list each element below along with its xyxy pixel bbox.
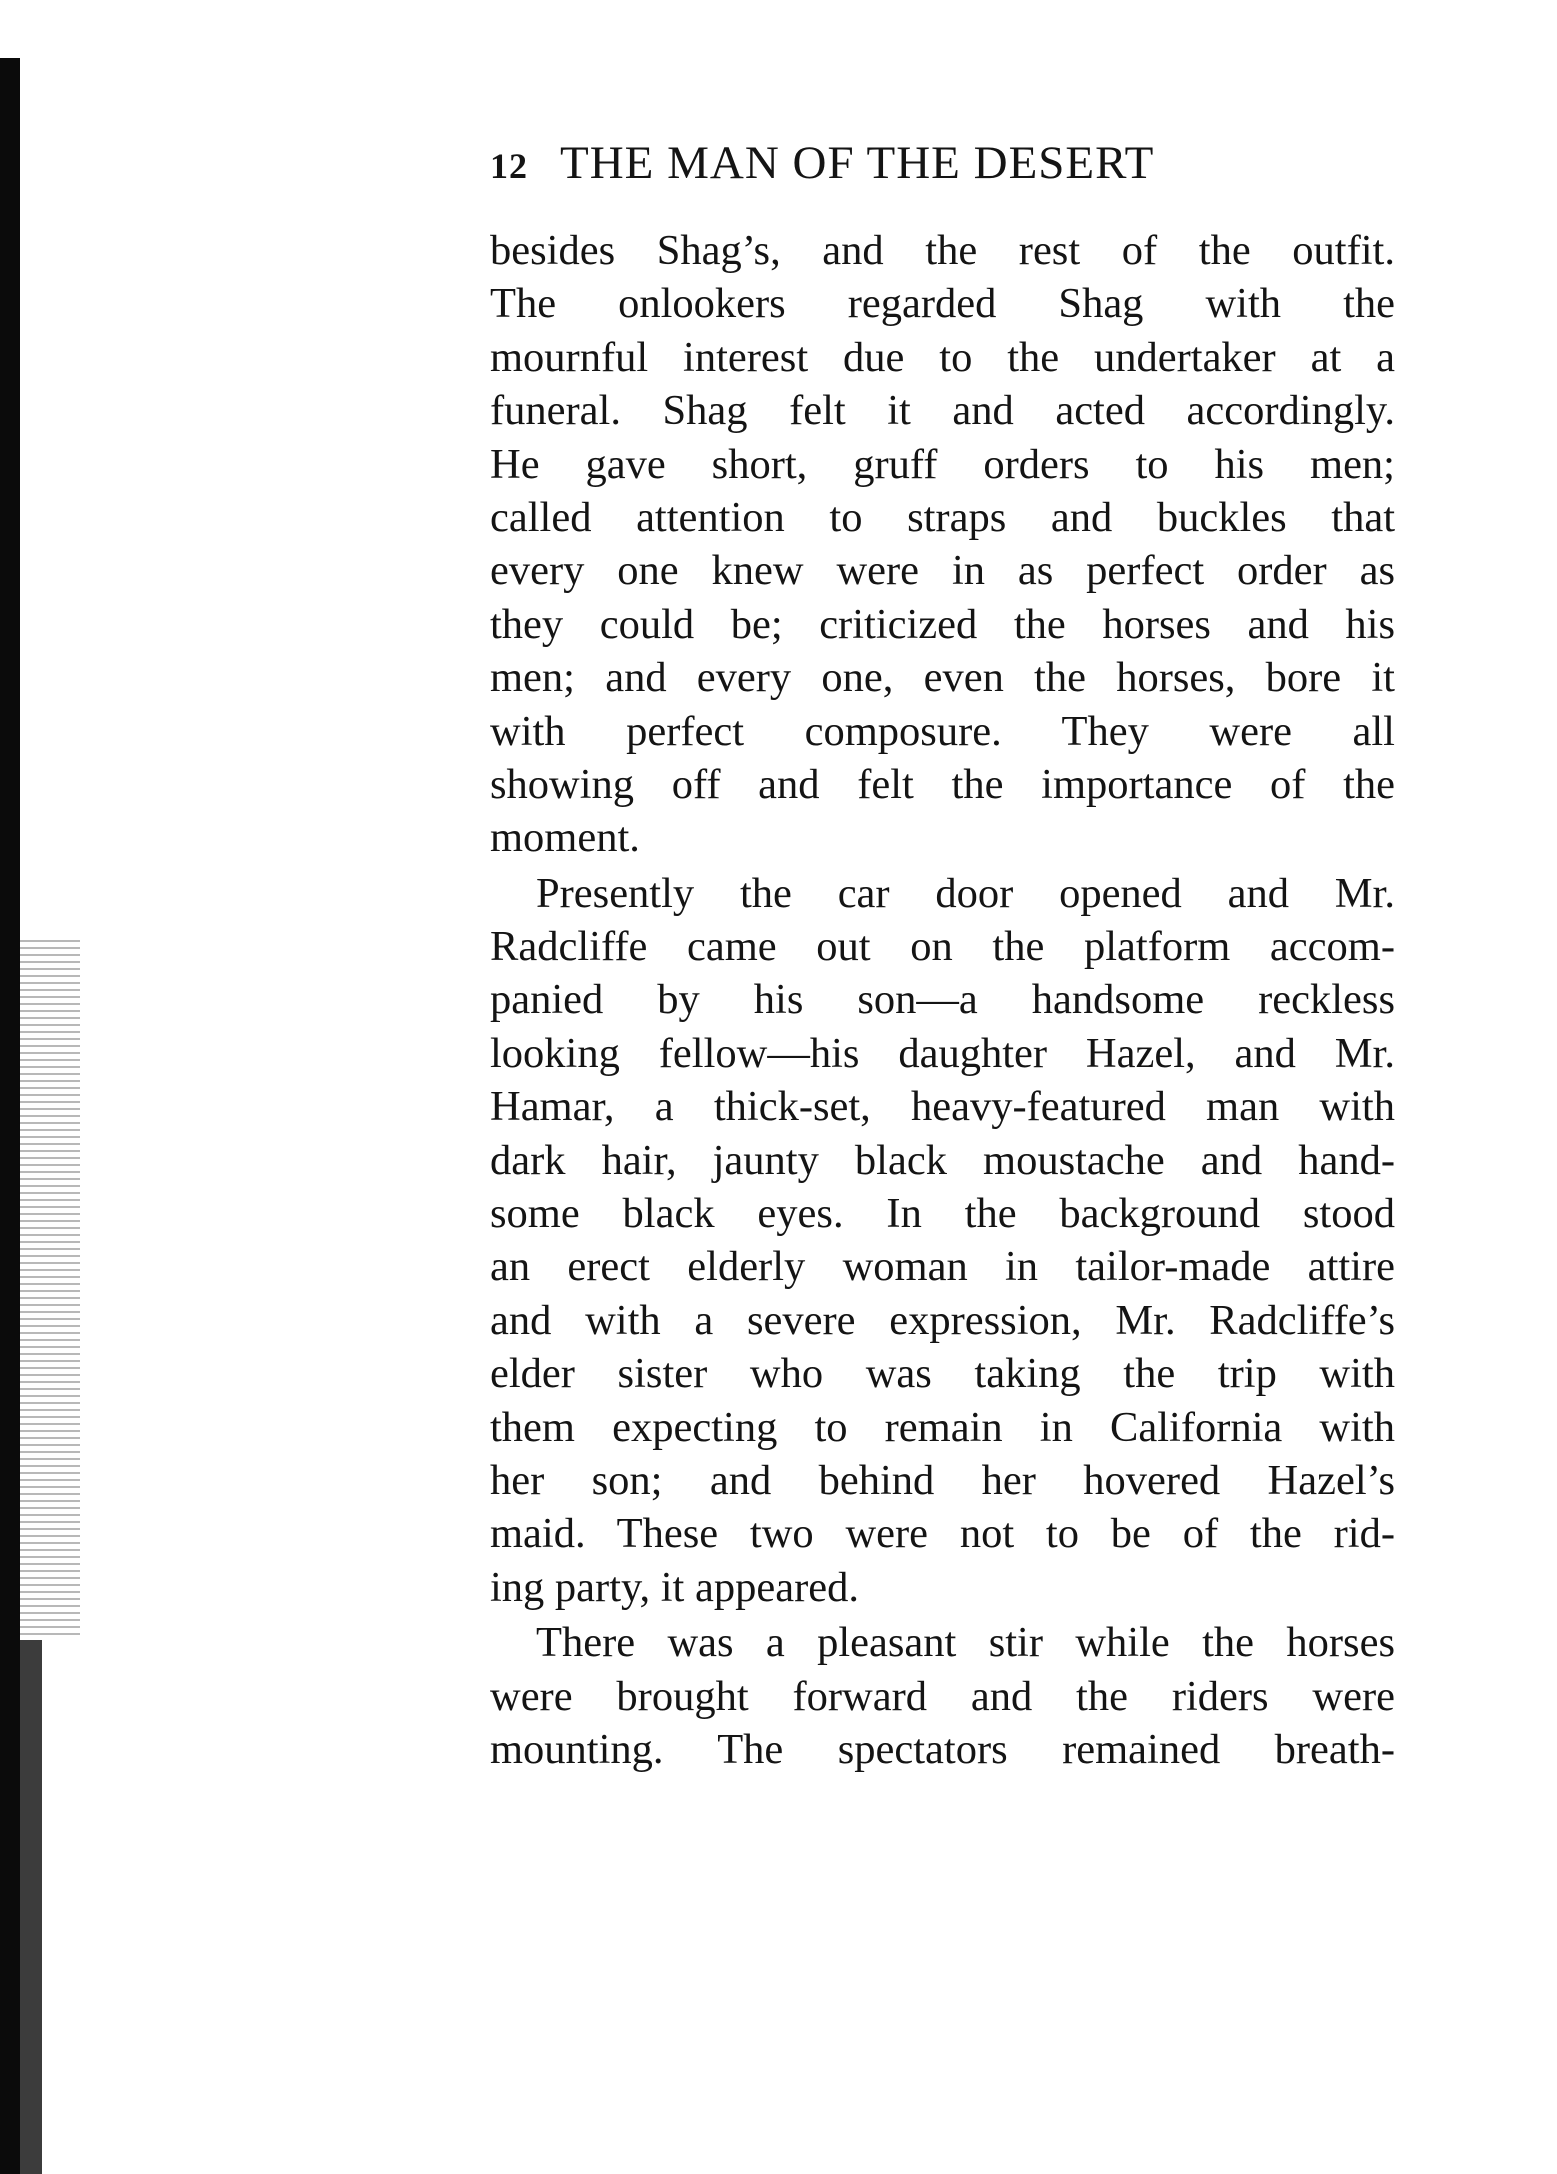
text-line: showing off and felt the importance of the xyxy=(490,760,1395,808)
text-line: an erect elderly woman in tailor-made attire xyxy=(490,1243,1395,1291)
text-line: There was a pleasant stir while the horses xyxy=(536,1619,1395,1667)
text-line: maid. These two were not to be of the rid- xyxy=(490,1510,1395,1558)
text-line: funeral. Shag felt it and acted accordingly. xyxy=(490,387,1395,435)
text-line: Radcliffe came out on the platform accom- xyxy=(490,923,1395,971)
text-line: her son; and behind her hovered Hazel’s xyxy=(490,1456,1395,1504)
text-line: looking fellow—his daughter Hazel, and Mr. xyxy=(490,1029,1395,1077)
running-title: THE MAN OF THE DESERT xyxy=(560,137,1155,189)
text-line: men; and every one, even the horses, bore it xyxy=(490,654,1395,702)
page-header xyxy=(490,136,1390,196)
text-line: they could be; criticized the horses and his xyxy=(490,600,1395,648)
text-line: them expecting to remain in California with xyxy=(490,1403,1395,1451)
text-line: He gave short, gruff orders to his men; xyxy=(490,440,1395,488)
text-line: every one knew were in as perfect order as xyxy=(490,547,1395,595)
text-line: mounting. The spectators remained breath- xyxy=(490,1725,1395,1773)
text-line: The onlookers regarded Shag with the xyxy=(490,280,1395,328)
binding-edge xyxy=(0,58,20,2174)
body-text xyxy=(490,224,1395,1776)
text-line: besides Shag’s, and the rest of the outfit. xyxy=(490,227,1395,274)
text-line: with perfect composure. They were all xyxy=(490,707,1395,755)
text-line: elder sister who was taking the trip with xyxy=(490,1350,1395,1398)
text-line: ing party, it appeared. xyxy=(490,1563,859,1611)
text-line: moment. xyxy=(490,814,640,862)
text-line: Presently the car door opened and Mr. xyxy=(536,869,1395,917)
text-line: some black eyes. In the background stood xyxy=(490,1190,1395,1238)
text-line: were brought forward and the riders were xyxy=(490,1672,1395,1720)
text-line: panied by his son—a handsome reckless xyxy=(490,976,1395,1024)
text-line: Hamar, a thick-set, heavy-featured man with xyxy=(490,1083,1395,1131)
binding-fray xyxy=(20,940,80,1640)
paragraph xyxy=(490,1616,1395,1776)
text-line: and with a severe expression, Mr. Radcliffe’s xyxy=(490,1296,1395,1344)
binding-fray-lower xyxy=(20,1640,42,2174)
paragraph xyxy=(490,224,1395,865)
text-line: mournful interest due to the undertaker at a xyxy=(490,333,1395,381)
text-line: dark hair, jaunty black moustache and hand- xyxy=(490,1136,1395,1184)
page-number: 12 xyxy=(490,146,528,186)
paragraph xyxy=(490,867,1395,1614)
text-line: called attention to straps and buckles that xyxy=(490,493,1395,541)
